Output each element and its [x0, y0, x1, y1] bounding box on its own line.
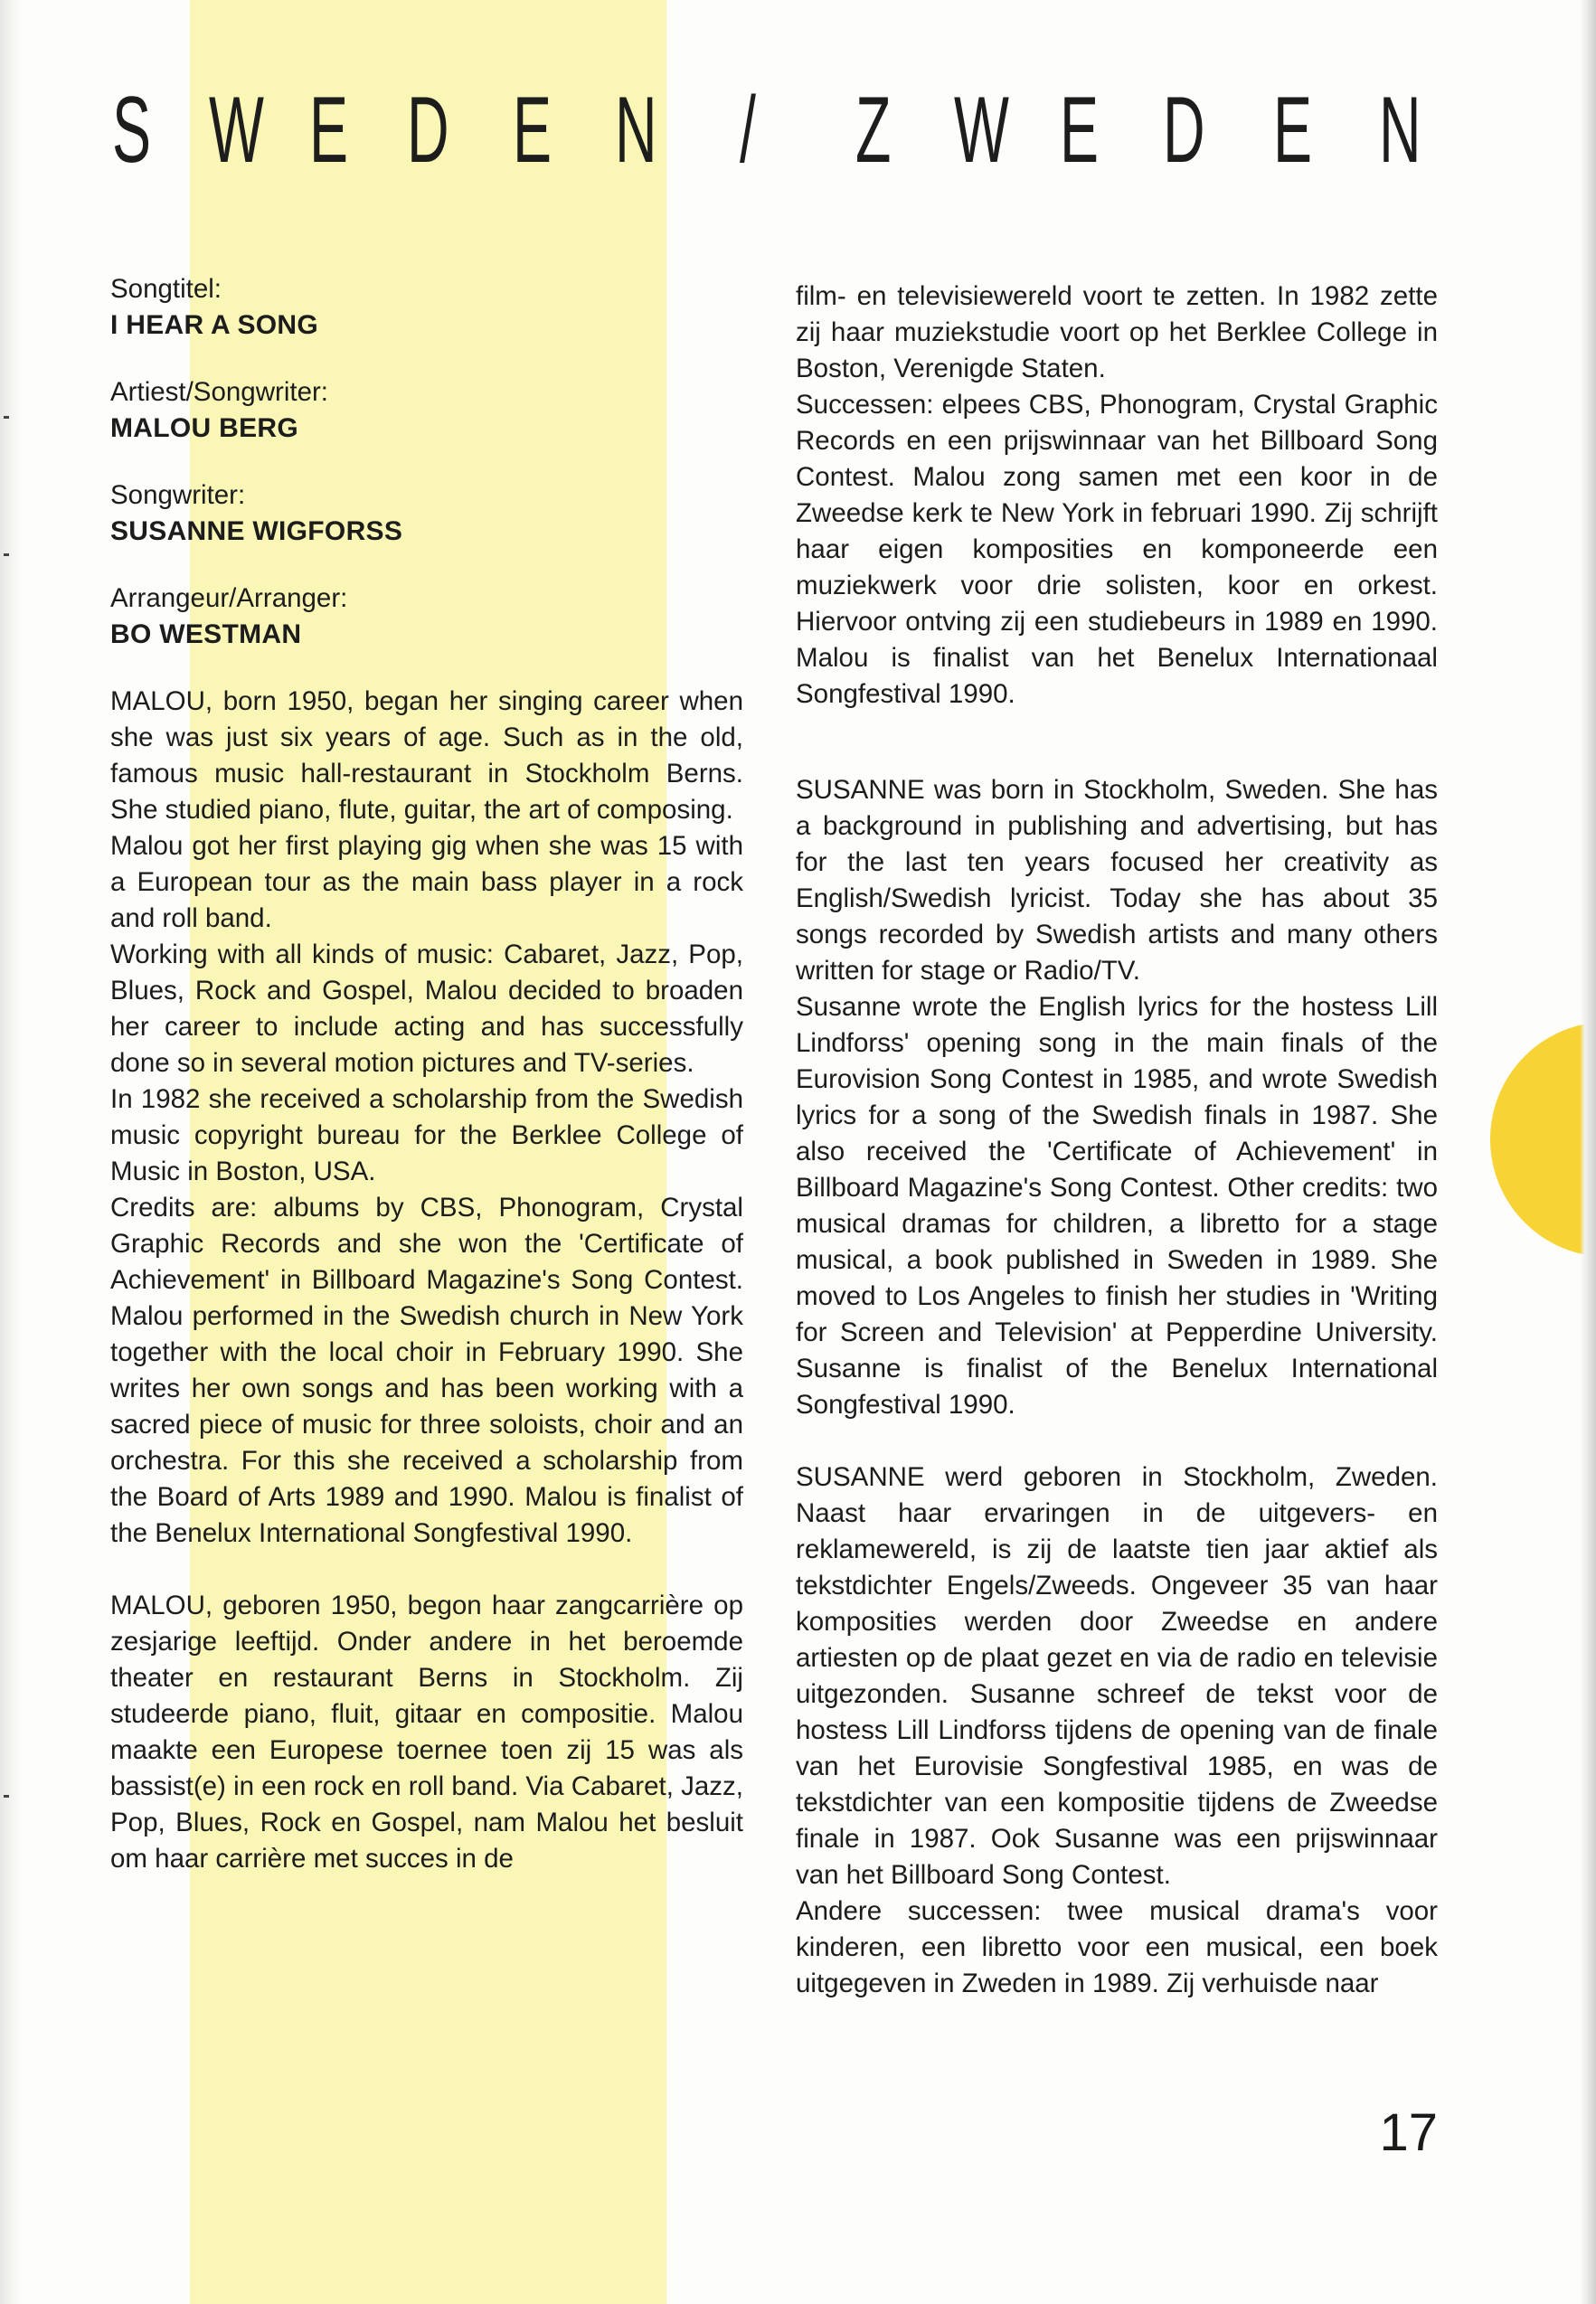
credit-value-songwriter: SUSANNE WIGFORSS: [110, 516, 403, 546]
body-paragraph: Andere successen: twee musical drama's voor kinderen, een libretto voor een musical, een boek uitgegeven in Zweden in 1989. Zij verhuisde naar: [796, 1896, 1438, 1998]
paragraph-spacer: [110, 1552, 743, 1588]
body-paragraph: Working with all kinds of music: Cabaret, Jazz, Pop, Blues, Rock and Gospel, Malou decided to broaden her career to include acting and has successfully done so in several motion pictures and TV-series.: [110, 940, 743, 1078]
song-credits: [110, 271, 743, 653]
page-edge-shadow: [1580, 0, 1596, 2304]
title-letter: W: [209, 78, 264, 183]
title-letter: N: [615, 78, 657, 183]
credit-value-artist: MALOU BERG: [110, 413, 298, 443]
body-paragraph: SUSANNE werd geboren in Stockholm, Zweden. Naast haar ervaringen in de uitgevers- en reklamewereld, is zij de laatste tien jaar aktief als tekstdichter Engels/Zweeds. Ongeveer 35 van haar komposities werden door Zweedse en andere artiesten op de plaat gezet en via de radio en televisie uitgezonden. Susanne schreef de tekst voor de hostess Lill Lindforss tijdens de opening van de finale van het Eurovisie Songfestival 1985, en was de tekstdichter van een kompositie tijdens de Zweedse finale in 1987. Ook Susanne was een prijswinnaar van het Billboard Song Contest.: [796, 1462, 1438, 1890]
title-letter: Z: [855, 78, 892, 183]
title-letter: E: [1060, 78, 1100, 183]
page-title: [0, 78, 1596, 219]
credit-label-arranger: Arrangeur/Arranger:: [110, 583, 348, 613]
title-letter: E: [1273, 78, 1313, 183]
body-paragraph: SUSANNE was born in Stockholm, Sweden. She has a background in publishing and advertising, but has for the last ten years focused her creativity as English/Swedish lyricist. Today she has about 35 songs recorded by Swedish artists and many others written for stage or Radio/TV.: [796, 775, 1438, 986]
body-paragraph: film- en televisiewereld voort te zetten. In 1982 zette zij haar muziekstudie voort op het Berklee College in Boston, Verenigde Staten.: [796, 281, 1438, 383]
margin-mark: [4, 1795, 9, 1798]
title-letter: D: [1163, 78, 1205, 183]
body-paragraph: MALOU, born 1950, began her singing career when she was just six years of age. Such as in the old, famous music hall-restaurant in Stockholm Berns. She studied piano, flute, guitar, the art of composing.: [110, 686, 743, 825]
title-letter: N: [1379, 78, 1421, 183]
body-paragraph: Successen: elpees CBS, Phonogram, Crystal Graphic Records en een prijswinnaar van het Billboard Song Contest. Malou zong samen met een koor in de Zweedse kerk te New York in februari 1990. Zij schrijft haar eigen komposities en komponeerde een muziekwerk voor drie solisten, koor en orkest. Hiervoor ontving zij een studiebeurs in 1989 en 1990. Malou is finalist van het Benelux Internationaal Songfestival 1990.: [796, 390, 1438, 709]
credit-value-arranger: BO WESTMAN: [110, 619, 302, 649]
body-paragraph: Malou got her first playing gig when she was 15 with a European tour as the main bass player in a rock and roll band.: [110, 831, 743, 933]
body-paragraph: In 1982 she received a scholarship from the Swedish music copyright bureau for the Berklee College of Music in Boston, USA.: [110, 1084, 743, 1186]
left-column: [110, 271, 743, 1877]
margin-mark: [4, 553, 9, 556]
title-letter: /: [740, 78, 756, 183]
page-number: 17: [1379, 2103, 1438, 2162]
credit-label-songtitle: Songtitel:: [110, 274, 222, 304]
credit-label-songwriter: Songwriter:: [110, 480, 246, 510]
credit-label-artist: Artiest/Songwriter:: [110, 377, 328, 407]
body-paragraph: MALOU, geboren 1950, begon haar zangcarrière op zesjarige leeftijd. Onder andere in het beroemde theater en restaurant Berns in Stockholm. Zij studeerde piano, fluit, gitaar en compositie. Malou maakte een Europese toernee toen zij 15 was als bassist(e) in een rock en roll band. Via Cabaret, Jazz, Pop, Blues, Rock en Gospel, nam Malou het besluit om haar carrière met succes in de: [110, 1591, 743, 1874]
title-letter: E: [309, 78, 349, 183]
title-letter: S: [112, 78, 152, 183]
title-letter: E: [513, 78, 552, 183]
page-binding-shadow: [0, 0, 24, 2304]
paragraph-spacer: [796, 1423, 1438, 1459]
credit-value-songtitle: I HEAR A SONG: [110, 310, 319, 340]
right-column: [796, 279, 1438, 2002]
paragraph-spacer: [796, 713, 1438, 772]
title-letter: D: [407, 78, 449, 183]
title-letter: W: [954, 78, 1009, 183]
body-paragraph: Susanne wrote the English lyrics for the hostess Lill Lindforss' opening song in the main finals of the Eurovision Song Contest in 1985, and wrote Swedish lyrics for a song of the Swedish finals in 1987. She also received the 'Certificate of Achievement' in Billboard Magazine's Song Contest. Other credits: two musical dramas for children, a libretto for a stage musical, a book published in Sweden in 1989. She moved to Los Angeles to finish her studies in 'Writing for Screen and Television' at Pepperdine University. Susanne is finalist of the Benelux International Songfestival 1990.: [796, 992, 1438, 1420]
body-paragraph: Credits are: albums by CBS, Phonogram, Crystal Graphic Records and she won the 'Certificate of Achievement' in Billboard Magazine's Song Contest. Malou performed in the Swedish church in New York together with the local choir in February 1990. She writes her own songs and has been working with a sacred piece of music for three soloists, choir and an orchestra. For this she received a scholarship from the Board of Arts 1989 and 1990. Malou is finalist of the Benelux International Songfestival 1990.: [110, 1193, 743, 1548]
margin-mark: [4, 416, 9, 419]
